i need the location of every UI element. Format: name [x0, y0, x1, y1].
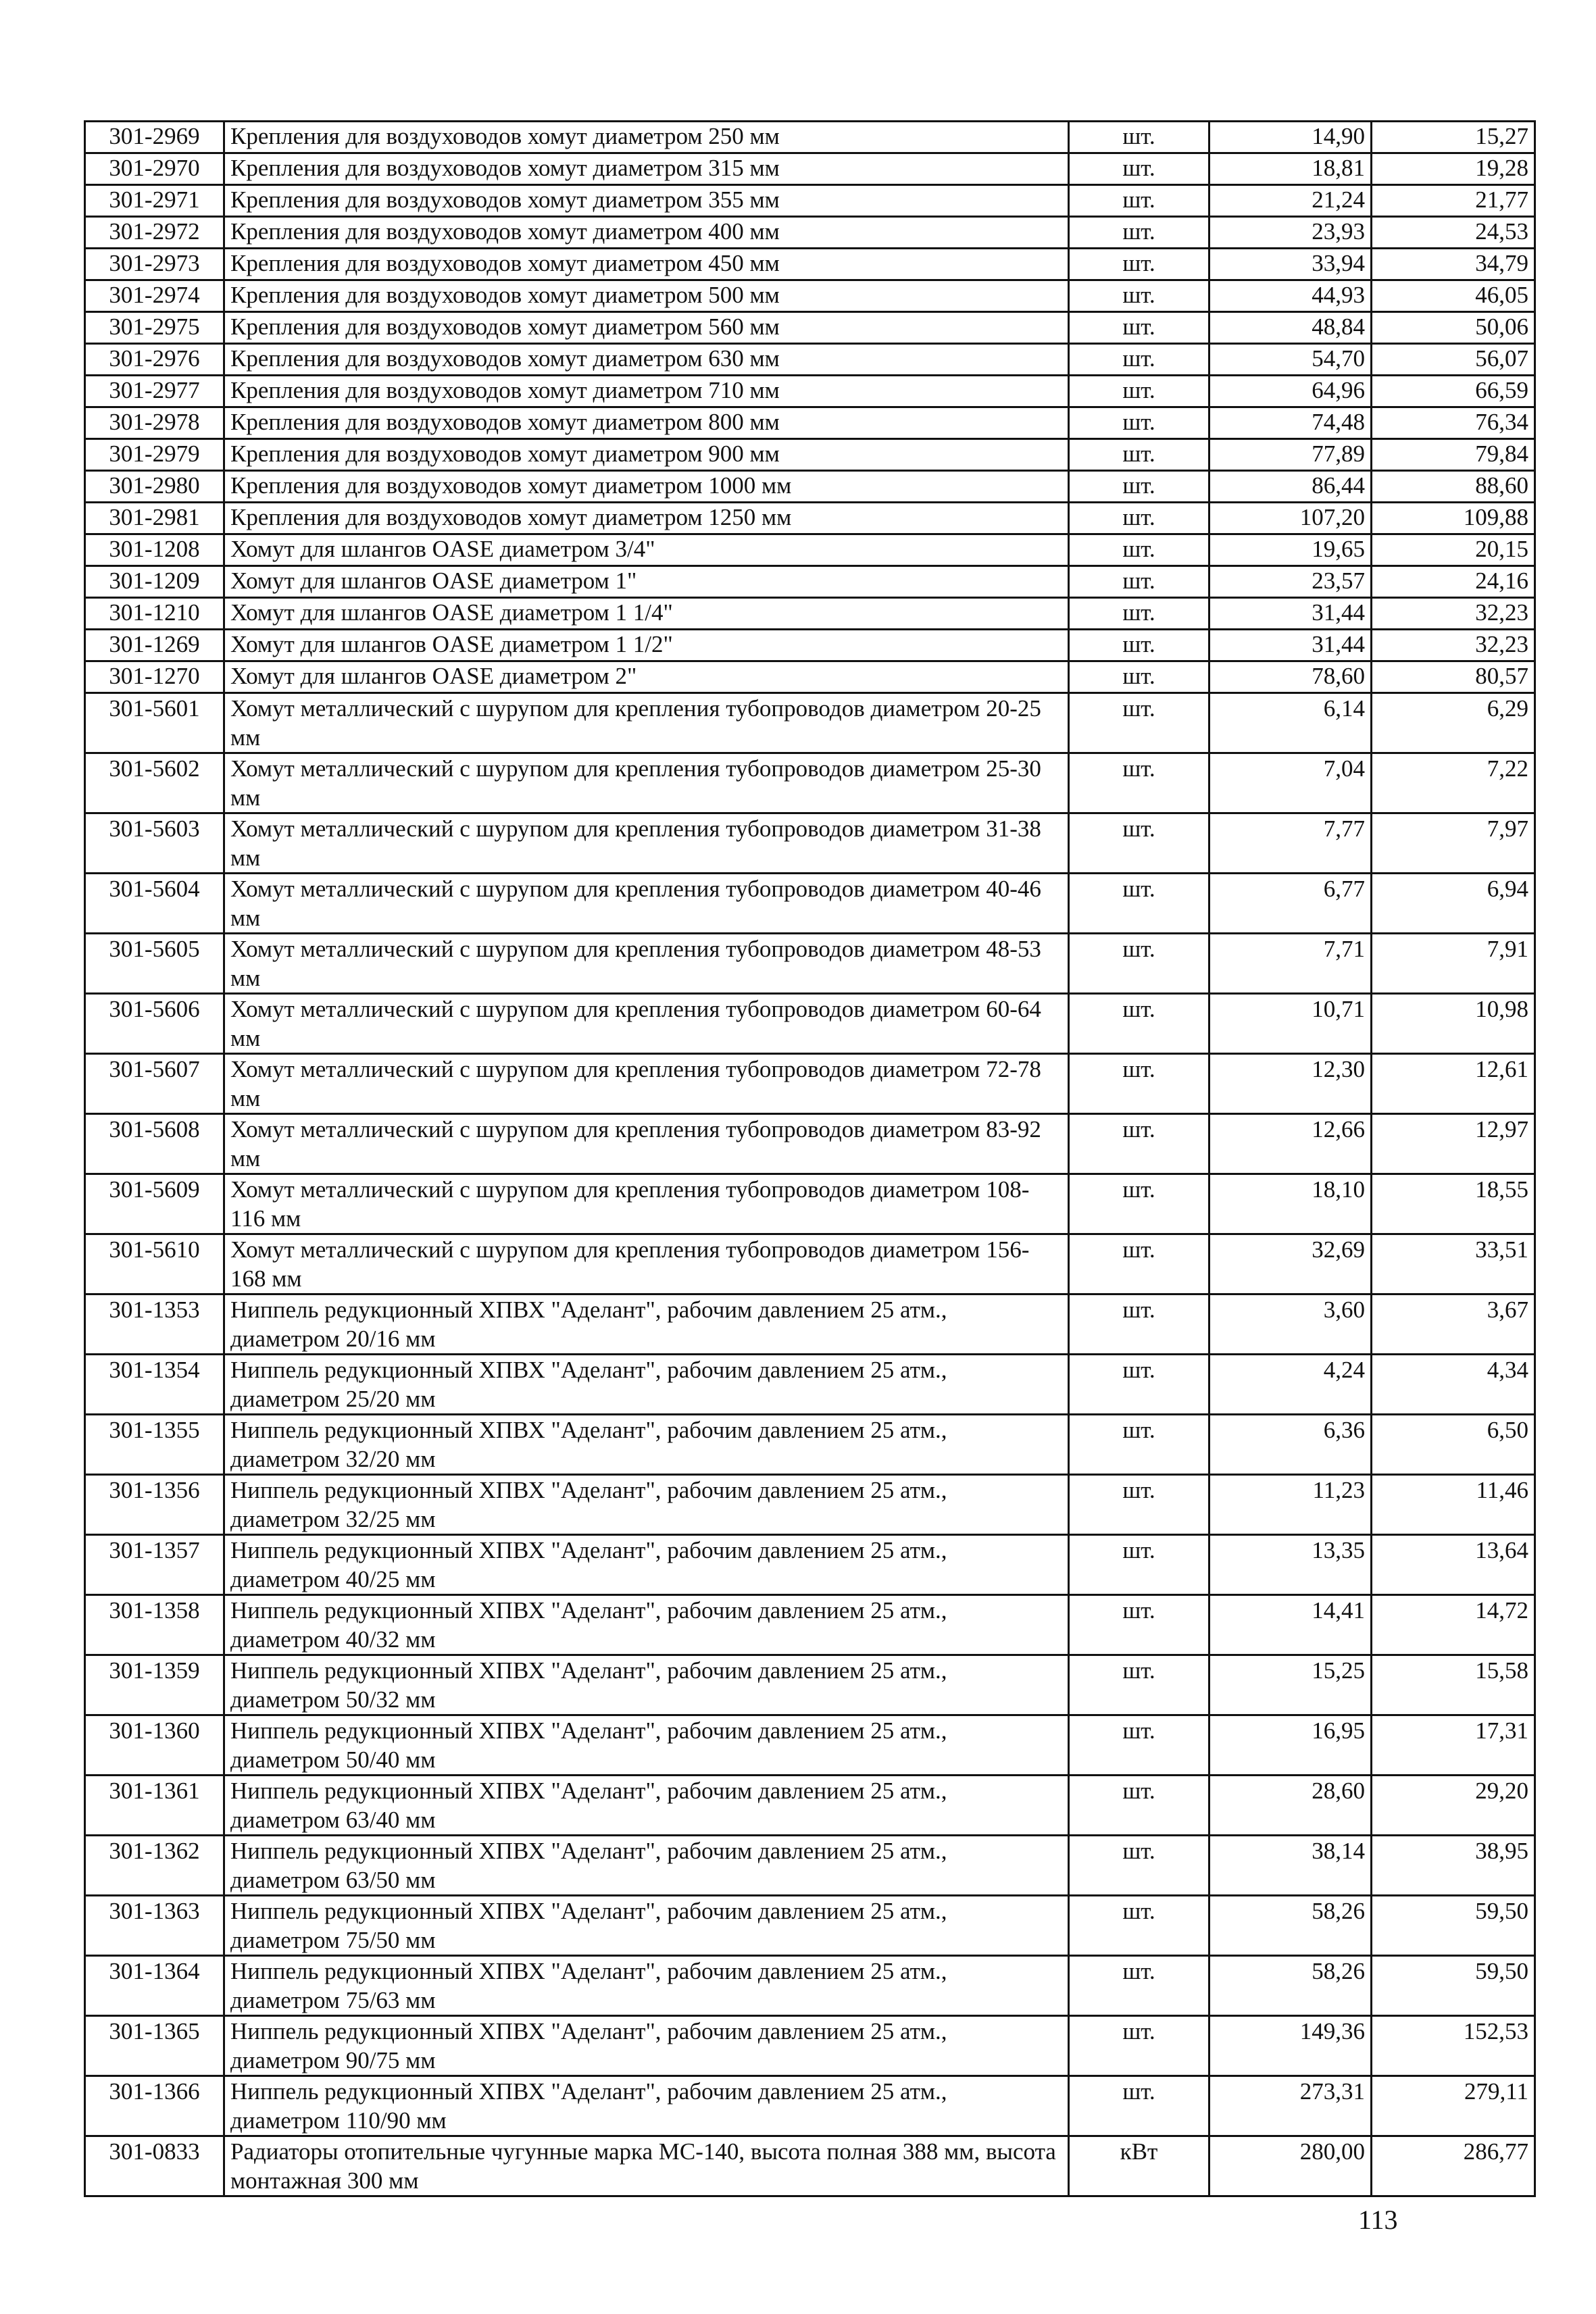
item-price-1: 16,95 [1210, 1715, 1372, 1776]
table-row [85, 280, 1535, 312]
table-row [85, 1114, 1535, 1174]
item-code: 301-2978 [85, 407, 224, 439]
item-unit: шт. [1069, 1655, 1210, 1715]
item-price-2: 279,11 [1372, 2076, 1535, 2136]
item-price-1: 149,36 [1210, 2016, 1372, 2076]
item-price-2: 79,84 [1372, 439, 1535, 471]
item-name: Хомут металлический с шурупом для крепления тубопроводов диаметром 25-30 мм [224, 753, 1069, 813]
item-price-2: 21,77 [1372, 185, 1535, 217]
item-code: 301-1359 [85, 1655, 224, 1715]
item-price-2: 88,60 [1372, 471, 1535, 503]
item-unit: шт. [1069, 2076, 1210, 2136]
item-code: 301-1360 [85, 1715, 224, 1776]
item-name: Ниппель редукционный ХПВХ "Аделант", рабочим давлением 25 атм., диаметром 90/75 мм [224, 2016, 1069, 2076]
table-row [85, 753, 1535, 813]
item-price-1: 86,44 [1210, 471, 1372, 503]
item-price-2: 11,46 [1372, 1475, 1535, 1535]
item-name: Хомут металлический с шурупом для крепления тубопроводов диаметром 108-116 мм [224, 1174, 1069, 1234]
table-row [85, 312, 1535, 344]
item-price-1: 44,93 [1210, 280, 1372, 312]
item-code: 301-1361 [85, 1776, 224, 1836]
item-unit: шт. [1069, 1776, 1210, 1836]
item-name: Хомут металлический с шурупом для крепления тубопроводов диаметром 31-38 мм [224, 813, 1069, 874]
item-price-1: 58,26 [1210, 1896, 1372, 1956]
table-row [85, 1294, 1535, 1355]
item-unit: шт. [1069, 1054, 1210, 1114]
item-unit: шт. [1069, 661, 1210, 693]
item-unit: шт. [1069, 1836, 1210, 1896]
item-name: Ниппель редукционный ХПВХ "Аделант", рабочим давлением 25 атм., диаметром 63/50 мм [224, 1836, 1069, 1896]
item-unit: шт. [1069, 1896, 1210, 1956]
item-price-2: 7,22 [1372, 753, 1535, 813]
item-price-1: 31,44 [1210, 630, 1372, 661]
item-price-1: 48,84 [1210, 312, 1372, 344]
table-row [85, 1715, 1535, 1776]
item-code: 301-0833 [85, 2136, 224, 2196]
item-code: 301-1358 [85, 1595, 224, 1655]
item-name: Крепления для воздуховодов хомут диаметром 800 мм [224, 407, 1069, 439]
item-price-2: 59,50 [1372, 1956, 1535, 2016]
item-price-1: 64,96 [1210, 376, 1372, 407]
item-price-2: 80,57 [1372, 661, 1535, 693]
item-unit: шт. [1069, 598, 1210, 630]
item-price-2: 12,61 [1372, 1054, 1535, 1114]
item-code: 301-2973 [85, 249, 224, 280]
item-name: Радиаторы отопительные чугунные марка МС-140, высота полная 388 мм, высота монтажная 300 мм [224, 2136, 1069, 2196]
item-unit: шт. [1069, 439, 1210, 471]
item-price-1: 18,10 [1210, 1174, 1372, 1234]
item-name: Ниппель редукционный ХПВХ "Аделант", рабочим давлением 25 атм., диаметром 32/20 мм [224, 1415, 1069, 1475]
table-row [85, 2076, 1535, 2136]
page-number: 113 [1358, 2205, 1398, 2235]
item-unit: шт. [1069, 813, 1210, 874]
item-code: 301-2970 [85, 153, 224, 185]
item-price-2: 7,97 [1372, 813, 1535, 874]
item-price-1: 18,81 [1210, 153, 1372, 185]
item-unit: шт. [1069, 185, 1210, 217]
item-unit: шт. [1069, 407, 1210, 439]
item-unit: шт. [1069, 630, 1210, 661]
item-price-1: 12,30 [1210, 1054, 1372, 1114]
item-price-1: 19,65 [1210, 534, 1372, 566]
item-unit: шт. [1069, 503, 1210, 534]
item-name: Ниппель редукционный ХПВХ "Аделант", рабочим давлением 25 атм., диаметром 110/90 мм [224, 2076, 1069, 2136]
item-price-2: 38,95 [1372, 1836, 1535, 1896]
item-code: 301-1354 [85, 1355, 224, 1415]
item-price-2: 20,15 [1372, 534, 1535, 566]
item-name: Крепления для воздуховодов хомут диаметром 630 мм [224, 344, 1069, 376]
item-unit: шт. [1069, 249, 1210, 280]
item-price-1: 23,57 [1210, 566, 1372, 598]
table-row [85, 249, 1535, 280]
item-price-2: 32,23 [1372, 598, 1535, 630]
item-name: Ниппель редукционный ХПВХ "Аделант", рабочим давлением 25 атм., диаметром 40/25 мм [224, 1535, 1069, 1595]
item-code: 301-2979 [85, 439, 224, 471]
item-price-2: 15,58 [1372, 1655, 1535, 1715]
item-price-1: 28,60 [1210, 1776, 1372, 1836]
item-unit: шт. [1069, 753, 1210, 813]
item-name: Крепления для воздуховодов хомут диаметром 250 мм [224, 122, 1069, 153]
table-body [85, 122, 1535, 2196]
item-price-1: 13,35 [1210, 1535, 1372, 1595]
item-code: 301-1362 [85, 1836, 224, 1896]
item-name: Хомут металлический с шурупом для крепления тубопроводов диаметром 48-53 мм [224, 934, 1069, 994]
item-unit: шт. [1069, 693, 1210, 753]
item-name: Крепления для воздуховодов хомут диаметром 500 мм [224, 280, 1069, 312]
item-code: 301-2977 [85, 376, 224, 407]
table-row [85, 185, 1535, 217]
item-code: 301-5603 [85, 813, 224, 874]
item-price-1: 11,23 [1210, 1475, 1372, 1535]
item-price-2: 32,23 [1372, 630, 1535, 661]
item-price-2: 18,55 [1372, 1174, 1535, 1234]
item-unit: шт. [1069, 1535, 1210, 1595]
item-unit: шт. [1069, 1355, 1210, 1415]
item-price-1: 77,89 [1210, 439, 1372, 471]
item-unit: шт. [1069, 1956, 1210, 2016]
table-row [85, 1595, 1535, 1655]
item-price-2: 66,59 [1372, 376, 1535, 407]
table-row [85, 122, 1535, 153]
item-code: 301-1210 [85, 598, 224, 630]
item-price-2: 7,91 [1372, 934, 1535, 994]
table-row [85, 661, 1535, 693]
item-price-1: 7,04 [1210, 753, 1372, 813]
item-price-2: 24,16 [1372, 566, 1535, 598]
item-price-1: 54,70 [1210, 344, 1372, 376]
item-price-2: 50,06 [1372, 312, 1535, 344]
item-price-1: 23,93 [1210, 217, 1372, 249]
table-row [85, 1956, 1535, 2016]
table-row [85, 503, 1535, 534]
item-code: 301-1363 [85, 1896, 224, 1956]
item-price-1: 6,77 [1210, 874, 1372, 934]
item-unit: шт. [1069, 376, 1210, 407]
item-price-2: 6,94 [1372, 874, 1535, 934]
item-code: 301-1356 [85, 1475, 224, 1535]
table-row [85, 1776, 1535, 1836]
item-price-1: 10,71 [1210, 994, 1372, 1054]
item-unit: шт. [1069, 153, 1210, 185]
item-name: Ниппель редукционный ХПВХ "Аделант", рабочим давлением 25 атм., диаметром 25/20 мм [224, 1355, 1069, 1415]
item-name: Хомут для шлангов OASE диаметром 1 1/2" [224, 630, 1069, 661]
item-price-2: 56,07 [1372, 344, 1535, 376]
item-price-1: 15,25 [1210, 1655, 1372, 1715]
item-unit: шт. [1069, 1475, 1210, 1535]
item-unit: шт. [1069, 534, 1210, 566]
table-row [85, 1415, 1535, 1475]
item-price-1: 14,41 [1210, 1595, 1372, 1655]
item-unit: шт. [1069, 217, 1210, 249]
item-price-2: 10,98 [1372, 994, 1535, 1054]
item-code: 301-5604 [85, 874, 224, 934]
table-row [85, 1054, 1535, 1114]
table-row [85, 1475, 1535, 1535]
table-row [85, 344, 1535, 376]
item-price-2: 12,97 [1372, 1114, 1535, 1174]
item-code: 301-2972 [85, 217, 224, 249]
item-name: Крепления для воздуховодов хомут диаметром 900 мм [224, 439, 1069, 471]
item-price-2: 14,72 [1372, 1595, 1535, 1655]
item-code: 301-5609 [85, 1174, 224, 1234]
item-price-1: 280,00 [1210, 2136, 1372, 2196]
item-price-1: 7,77 [1210, 813, 1372, 874]
table-row [85, 534, 1535, 566]
item-name: Крепления для воздуховодов хомут диаметром 710 мм [224, 376, 1069, 407]
item-name: Хомут металлический с шурупом для крепления тубопроводов диаметром 40-46 мм [224, 874, 1069, 934]
item-price-1: 6,14 [1210, 693, 1372, 753]
item-price-2: 3,67 [1372, 1294, 1535, 1355]
item-code: 301-1364 [85, 1956, 224, 2016]
table-row [85, 376, 1535, 407]
item-price-1: 21,24 [1210, 185, 1372, 217]
table-row [85, 1355, 1535, 1415]
table-row [85, 693, 1535, 753]
item-price-2: 152,53 [1372, 2016, 1535, 2076]
item-name: Крепления для воздуховодов хомут диаметром 400 мм [224, 217, 1069, 249]
item-price-1: 38,14 [1210, 1836, 1372, 1896]
item-code: 301-5610 [85, 1234, 224, 1294]
item-unit: шт. [1069, 280, 1210, 312]
item-price-2: 15,27 [1372, 122, 1535, 153]
item-name: Хомут для шлангов OASE диаметром 3/4" [224, 534, 1069, 566]
item-unit: шт. [1069, 934, 1210, 994]
price-table [84, 120, 1536, 2197]
item-price-1: 12,66 [1210, 1114, 1372, 1174]
item-code: 301-5607 [85, 1054, 224, 1114]
table-row [85, 934, 1535, 994]
item-name: Крепления для воздуховодов хомут диаметром 1000 мм [224, 471, 1069, 503]
item-price-1: 7,71 [1210, 934, 1372, 994]
item-name: Ниппель редукционный ХПВХ "Аделант", рабочим давлением 25 атм., диаметром 50/40 мм [224, 1715, 1069, 1776]
item-unit: шт. [1069, 122, 1210, 153]
table-row [85, 813, 1535, 874]
item-code: 301-5601 [85, 693, 224, 753]
item-name: Хомут металлический с шурупом для крепления тубопроводов диаметром 72-78 мм [224, 1054, 1069, 1114]
item-price-1: 32,69 [1210, 1234, 1372, 1294]
item-code: 301-1270 [85, 661, 224, 693]
table-row [85, 407, 1535, 439]
item-code: 301-2975 [85, 312, 224, 344]
item-unit: шт. [1069, 1294, 1210, 1355]
item-name: Хомут металлический с шурупом для крепления тубопроводов диаметром 20-25 мм [224, 693, 1069, 753]
item-code: 301-1357 [85, 1535, 224, 1595]
item-price-2: 34,79 [1372, 249, 1535, 280]
item-price-2: 13,64 [1372, 1535, 1535, 1595]
item-unit: шт. [1069, 1114, 1210, 1174]
item-unit: шт. [1069, 1415, 1210, 1475]
item-name: Крепления для воздуховодов хомут диаметром 560 мм [224, 312, 1069, 344]
item-code: 301-2971 [85, 185, 224, 217]
item-unit: шт. [1069, 2016, 1210, 2076]
table-row [85, 2136, 1535, 2196]
item-name: Хомут для шлангов OASE диаметром 2" [224, 661, 1069, 693]
item-unit: шт. [1069, 994, 1210, 1054]
item-unit: шт. [1069, 566, 1210, 598]
item-name: Ниппель редукционный ХПВХ "Аделант", рабочим давлением 25 атм., диаметром 32/25 мм [224, 1475, 1069, 1535]
table-row [85, 1836, 1535, 1896]
item-unit: шт. [1069, 344, 1210, 376]
item-code: 301-5608 [85, 1114, 224, 1174]
item-unit: шт. [1069, 1715, 1210, 1776]
item-price-1: 31,44 [1210, 598, 1372, 630]
item-name: Крепления для воздуховодов хомут диаметром 315 мм [224, 153, 1069, 185]
item-price-2: 17,31 [1372, 1715, 1535, 1776]
table-row [85, 439, 1535, 471]
table-row [85, 566, 1535, 598]
item-price-2: 59,50 [1372, 1896, 1535, 1956]
table-row [85, 153, 1535, 185]
item-price-1: 6,36 [1210, 1415, 1372, 1475]
item-code: 301-2969 [85, 122, 224, 153]
item-code: 301-1366 [85, 2076, 224, 2136]
item-code: 301-1209 [85, 566, 224, 598]
item-name: Ниппель редукционный ХПВХ "Аделант", рабочим давлением 25 атм., диаметром 40/32 мм [224, 1595, 1069, 1655]
item-price-1: 14,90 [1210, 122, 1372, 153]
item-code: 301-5602 [85, 753, 224, 813]
item-unit: шт. [1069, 1234, 1210, 1294]
item-price-1: 78,60 [1210, 661, 1372, 693]
item-code: 301-1269 [85, 630, 224, 661]
table-row [85, 1896, 1535, 1956]
item-price-2: 19,28 [1372, 153, 1535, 185]
item-price-2: 24,53 [1372, 217, 1535, 249]
item-code: 301-5606 [85, 994, 224, 1054]
item-name: Хомут для шлангов OASE диаметром 1" [224, 566, 1069, 598]
item-code: 301-5605 [85, 934, 224, 994]
item-price-2: 6,29 [1372, 693, 1535, 753]
item-price-2: 33,51 [1372, 1234, 1535, 1294]
item-name: Хомут металлический с шурупом для крепления тубопроводов диаметром 156-168 мм [224, 1234, 1069, 1294]
item-name: Ниппель редукционный ХПВХ "Аделант", рабочим давлением 25 атм., диаметром 20/16 мм [224, 1294, 1069, 1355]
item-unit: шт. [1069, 471, 1210, 503]
item-price-2: 286,77 [1372, 2136, 1535, 2196]
item-code: 301-2980 [85, 471, 224, 503]
item-unit: кВт [1069, 2136, 1210, 2196]
table-row [85, 1655, 1535, 1715]
item-name: Ниппель редукционный ХПВХ "Аделант", рабочим давлением 25 атм., диаметром 75/50 мм [224, 1896, 1069, 1956]
table-row [85, 2016, 1535, 2076]
table-row [85, 1174, 1535, 1234]
table-row [85, 994, 1535, 1054]
item-unit: шт. [1069, 1174, 1210, 1234]
item-name: Хомут металлический с шурупом для крепления тубопроводов диаметром 83-92 мм [224, 1114, 1069, 1174]
table-row [85, 217, 1535, 249]
item-name: Ниппель редукционный ХПВХ "Аделант", рабочим давлением 25 атм., диаметром 75/63 мм [224, 1956, 1069, 2016]
item-unit: шт. [1069, 1595, 1210, 1655]
item-price-2: 76,34 [1372, 407, 1535, 439]
item-price-1: 107,20 [1210, 503, 1372, 534]
item-code: 301-1365 [85, 2016, 224, 2076]
table-row [85, 598, 1535, 630]
item-price-1: 74,48 [1210, 407, 1372, 439]
item-price-1: 58,26 [1210, 1956, 1372, 2016]
item-price-1: 4,24 [1210, 1355, 1372, 1415]
item-code: 301-2976 [85, 344, 224, 376]
table-row [85, 1535, 1535, 1595]
item-code: 301-2974 [85, 280, 224, 312]
table-row [85, 1234, 1535, 1294]
item-price-1: 33,94 [1210, 249, 1372, 280]
item-code: 301-2981 [85, 503, 224, 534]
item-name: Ниппель редукционный ХПВХ "Аделант", рабочим давлением 25 атм., диаметром 50/32 мм [224, 1655, 1069, 1715]
item-name: Хомут металлический с шурупом для крепления тубопроводов диаметром 60-64 мм [224, 994, 1069, 1054]
item-name: Хомут для шлангов OASE диаметром 1 1/4" [224, 598, 1069, 630]
table-row [85, 874, 1535, 934]
table-row [85, 471, 1535, 503]
item-price-2: 46,05 [1372, 280, 1535, 312]
item-code: 301-1355 [85, 1415, 224, 1475]
item-name: Крепления для воздуховодов хомут диаметром 1250 мм [224, 503, 1069, 534]
item-price-2: 109,88 [1372, 503, 1535, 534]
item-unit: шт. [1069, 874, 1210, 934]
item-name: Крепления для воздуховодов хомут диаметром 450 мм [224, 249, 1069, 280]
item-price-2: 6,50 [1372, 1415, 1535, 1475]
item-price-1: 3,60 [1210, 1294, 1372, 1355]
item-price-2: 29,20 [1372, 1776, 1535, 1836]
item-name: Крепления для воздуховодов хомут диаметром 355 мм [224, 185, 1069, 217]
item-price-2: 4,34 [1372, 1355, 1535, 1415]
item-unit: шт. [1069, 312, 1210, 344]
item-price-1: 273,31 [1210, 2076, 1372, 2136]
item-name: Ниппель редукционный ХПВХ "Аделант", рабочим давлением 25 атм., диаметром 63/40 мм [224, 1776, 1069, 1836]
item-code: 301-1208 [85, 534, 224, 566]
table-row [85, 630, 1535, 661]
item-code: 301-1353 [85, 1294, 224, 1355]
